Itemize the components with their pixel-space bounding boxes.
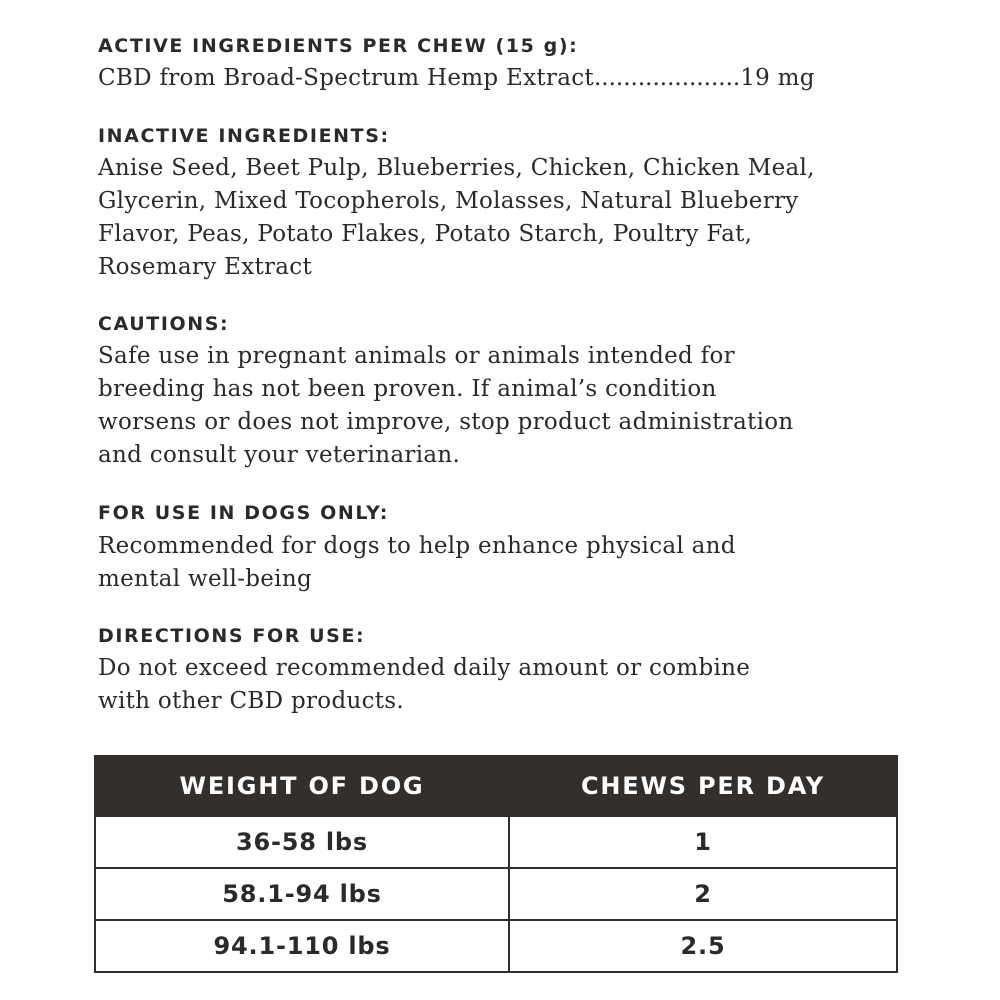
table-row [95,816,897,868]
cautions-text [98,340,928,472]
weight-cell: 36-58 lbs [95,816,509,868]
cautions-line: worsens or does not improve, stop product administration [98,409,794,435]
table-row [95,868,897,920]
inactive-ingredients-line: Anise Seed, Beet Pulp, Blueberries, Chicken, Chicken Meal, [98,155,815,181]
table-header-row [95,756,897,816]
active-ingredient-line [98,62,928,95]
cautions-line: Safe use in pregnant animals or animals intended for [98,343,735,369]
cautions-line: breeding has not been proven. If animal’s condition [98,376,717,402]
inactive-ingredients-line: Glycerin, Mixed Tocopherols, Molasses, Natural Blueberry [98,188,799,214]
leader-dots: .................... [593,65,741,91]
inactive-ingredients-text [98,152,928,284]
cautions-line: and consult your veterinarian. [98,442,461,468]
cautions-heading: CAUTIONS: [98,313,230,335]
dogs-only-line: Recommended for dogs to help enhance physical and [98,533,736,559]
weight-cell: 94.1-110 lbs [95,920,509,972]
chews-cell: 2 [509,868,897,920]
chews-cell: 2.5 [509,920,897,972]
chews-cell: 1 [509,816,897,868]
weight-column-header: WEIGHT OF DOG [95,756,509,816]
dogs-only-text [98,530,928,596]
inactive-ingredients-line: Rosemary Extract [98,254,313,280]
active-ingredient-name: CBD from Broad-Spectrum Hemp Extract [98,65,594,91]
dogs-only-line: mental well-being [98,566,312,592]
chews-column-header: CHEWS PER DAY [509,756,897,816]
active-ingredients-heading: ACTIVE INGREDIENTS PER CHEW (15 g): [98,35,579,57]
dogs-only-heading: FOR USE IN DOGS ONLY: [98,502,389,524]
active-ingredients-text [98,62,928,95]
weight-cell: 58.1-94 lbs [95,868,509,920]
inactive-ingredients-heading: INACTIVE INGREDIENTS: [98,125,390,147]
table-row [95,920,897,972]
directions-text [98,652,928,718]
dosage-table [94,755,898,973]
directions-line: Do not exceed recommended daily amount or combine [98,655,751,681]
inactive-ingredients-line: Flavor, Peas, Potato Flakes, Potato Starch, Poultry Fat, [98,221,753,247]
directions-heading: DIRECTIONS FOR USE: [98,625,366,647]
directions-line: with other CBD products. [98,688,405,714]
active-ingredient-amount: 19 mg [740,65,815,91]
